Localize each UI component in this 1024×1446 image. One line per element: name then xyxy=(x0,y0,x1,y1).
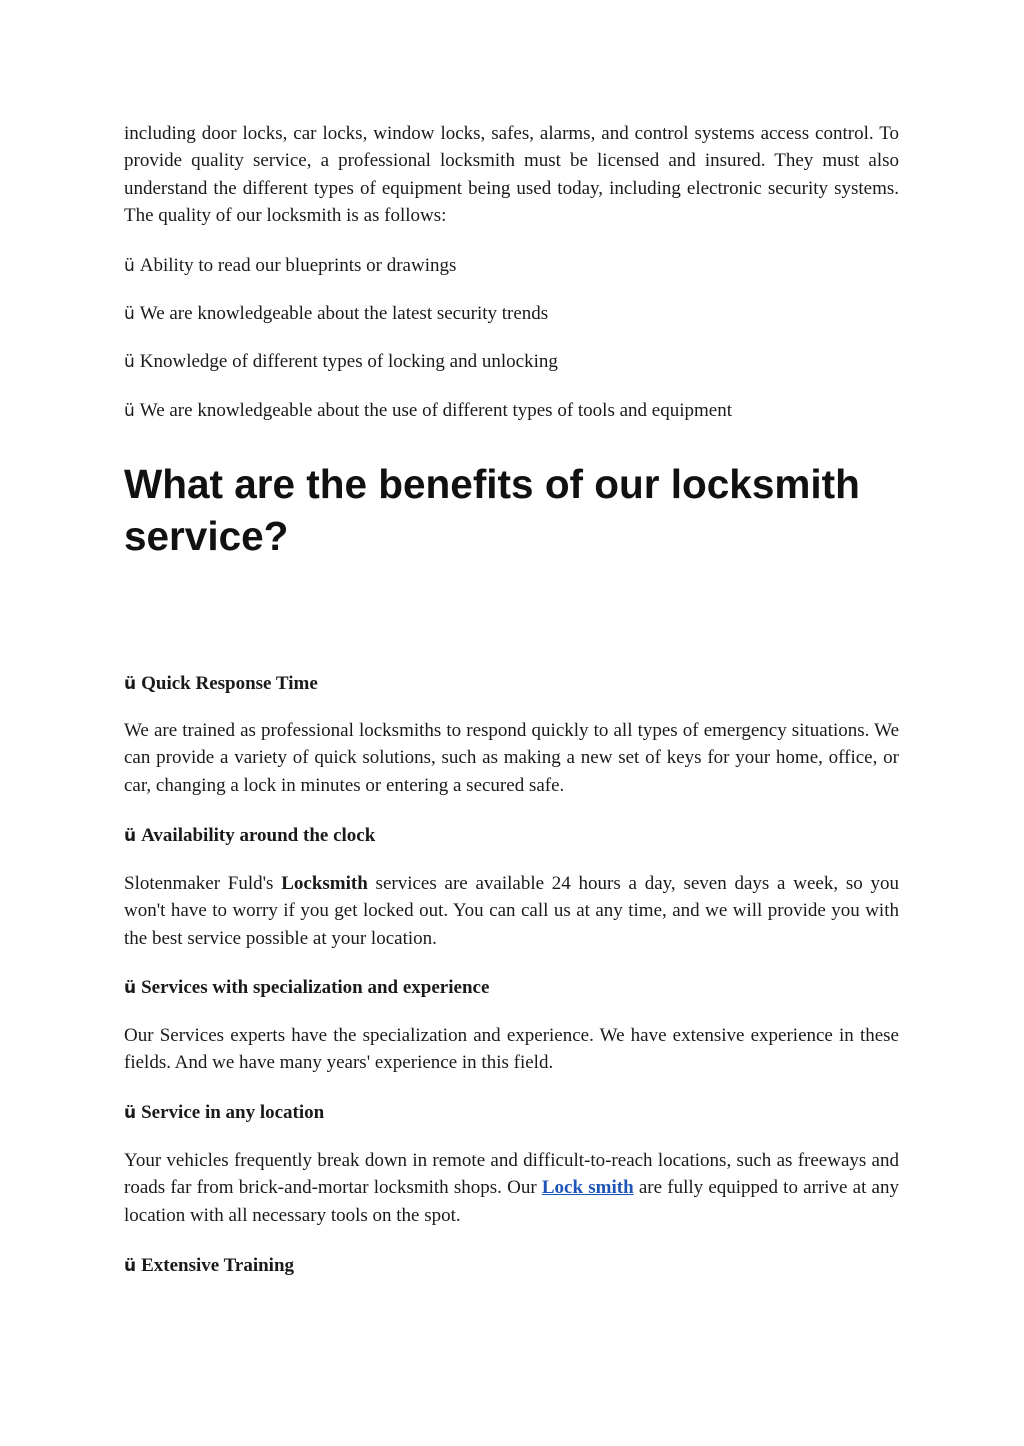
benefit-text-end: are fully equipped to arrive at any location with all necessary tools on the spot. xyxy=(124,1177,899,1226)
check-bullet-icon: ü xyxy=(124,1256,137,1276)
benefit-description: We are trained as professional locksmiths to respond quickly to all types of emergency situations. We can provide a variety of quick solutions, such as making a new set of keys for your home, office, or car, changing a lock in minutes or entering a secured safe. xyxy=(124,720,899,796)
benefit-title xyxy=(124,670,318,698)
benefit-description xyxy=(124,870,899,952)
check-bullet-icon: ü xyxy=(124,826,137,846)
lock-smith-link[interactable]: Lock smith xyxy=(541,1177,634,1199)
quality-item-label: Ability to read our blueprints or drawings xyxy=(139,255,457,276)
section-heading: What are the benefits of our locksmith service? xyxy=(124,461,860,559)
benefit-title-label: Service in any location xyxy=(141,1102,325,1123)
quality-item-label: Knowledge of different types of locking and unlocking xyxy=(139,351,558,372)
benefit-title-label: Availability around the clock xyxy=(141,825,376,846)
check-bullet-icon: ü xyxy=(124,352,135,372)
check-bullet-icon: ü xyxy=(124,1103,137,1123)
benefit-title-label: Extensive Training xyxy=(141,1255,295,1276)
benefit-title-label: Quick Response Time xyxy=(141,673,318,694)
benefit-text-start: Slotenmaker Fuld's xyxy=(124,873,282,894)
quality-item xyxy=(124,252,456,280)
quality-item-label: We are knowledgeable about the use of different types of tools and equipment xyxy=(139,400,732,421)
quality-item-label: We are knowledgeable about the latest security trends xyxy=(139,303,549,324)
intro-paragraph: including door locks, car locks, window locks, safes, alarms, and control systems access control. To provide quality service, a professional locksmith must be licensed and insured. They must also understand the different types of equipment being used today, including electronic security systems. The quality of our locksmith is as follows: xyxy=(124,123,899,226)
benefit-title xyxy=(124,1099,324,1127)
benefit-title xyxy=(124,822,375,850)
benefit-title-label: Services with specialization and experience xyxy=(141,977,490,998)
quality-item xyxy=(124,300,548,328)
locksmith-emphasis: Locksmith xyxy=(281,873,368,894)
benefit-description xyxy=(124,1147,899,1229)
quality-item xyxy=(124,397,732,425)
quality-item xyxy=(124,348,558,376)
benefit-title xyxy=(124,974,489,1002)
benefit-description: Our Services experts have the specialization and experience. We have extensive experience in these fields. And we have many years' experience in this field. xyxy=(124,1025,899,1074)
benefit-title xyxy=(124,1252,294,1280)
benefit-text-start: Your vehicles frequently break down in remote and difficult-to-reach locations, such as freeways and roads far from brick-and-mortar locksmith shops. Our xyxy=(124,1150,899,1199)
check-bullet-icon: ü xyxy=(124,674,137,694)
check-bullet-icon: ü xyxy=(124,401,135,421)
benefit-text-end: services are available 24 hours a day, seven days a week, so you won't have to worry if you get locked out. You can call us at any time, and we will provide you with the best service possible at your location. xyxy=(124,873,899,949)
check-bullet-icon: ü xyxy=(124,978,137,998)
check-bullet-icon: ü xyxy=(124,256,135,276)
check-bullet-icon: ü xyxy=(124,304,135,324)
